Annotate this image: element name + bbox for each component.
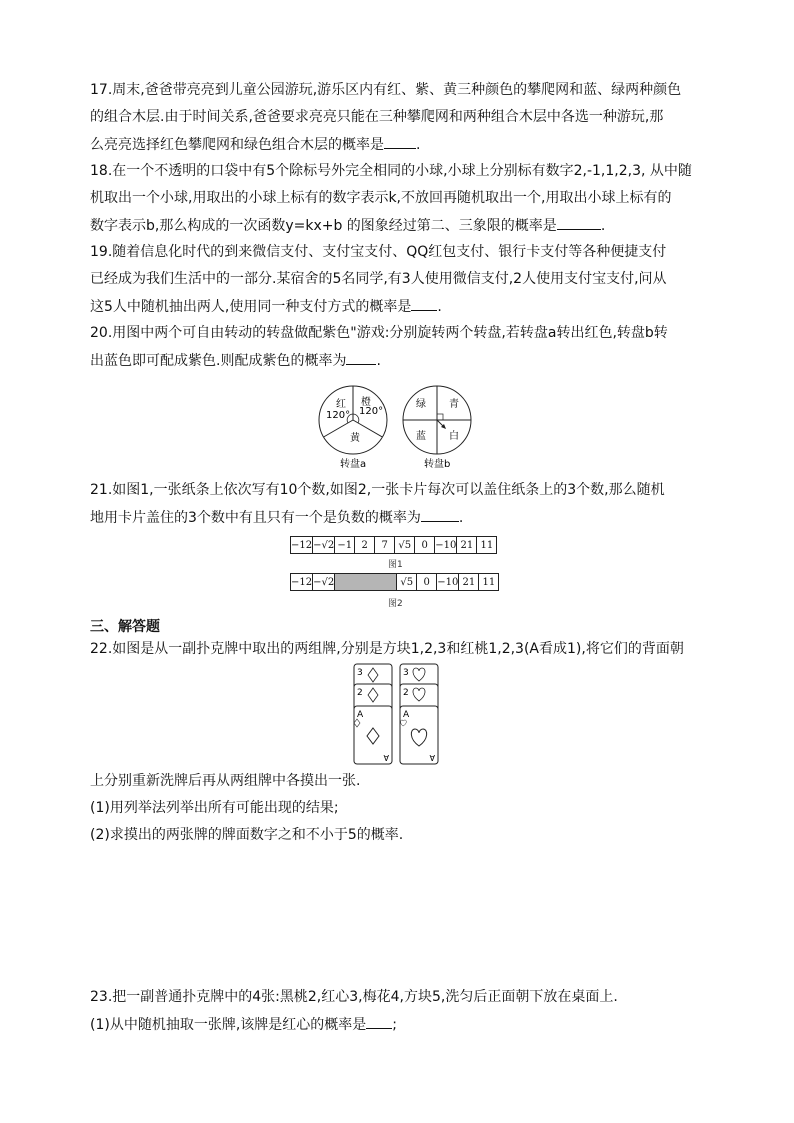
q22-part2: (2)求摸出的两张牌的牌面数字之和不小于5的概率. <box>90 827 404 843</box>
wheel-a-caption: 转盘a <box>340 459 367 470</box>
number-strip-fig2 <box>290 573 499 591</box>
card-rank: 2 <box>403 688 409 698</box>
answer-blank[interactable] <box>346 350 376 365</box>
q19-line3: 这5人中随机抽出两人,使用同一种支付方式的概率是 . <box>90 296 442 317</box>
q22-line1: 22.如图是从一副扑克牌中取出的两组牌,分别是方块1,2,3和红桃1,2,3(A看成1),将它们的背面朝 <box>90 641 684 657</box>
q21-line1: 21.如图1,一张纸条上依次写有10个数,如图2,一张卡片每次可以盖住纸条上的3个数,那么随机 <box>90 482 665 498</box>
answer-blank[interactable] <box>421 507 459 522</box>
covering-card[interactable] <box>335 574 397 591</box>
wheel-b-white: 白 <box>449 431 459 442</box>
wheel-b-blue: 蓝 <box>416 431 426 442</box>
strip-cell: 7 <box>375 537 395 554</box>
wheel-a-yellow: 黄 <box>350 433 360 444</box>
strip-cell: 21 <box>459 574 479 591</box>
strip-cell: −12 <box>291 574 313 591</box>
q22-line2: 上分别重新洗牌后再从两组牌中各摸出一张. <box>90 773 361 789</box>
wheel-a-orange: 橙 <box>361 397 371 408</box>
strip-cell: 2 <box>355 537 375 554</box>
strip-cell: −12 <box>291 537 313 554</box>
card-rank: 3 <box>403 668 409 678</box>
fig2-caption: 图2 <box>388 599 403 609</box>
strip-cell: 11 <box>477 537 497 554</box>
strip-cell: 0 <box>417 574 437 591</box>
heart-cards <box>400 664 438 764</box>
q23-part1: (1)从中随机抽取一张牌,该牌是红心的概率是 ; <box>90 1014 397 1035</box>
q21-line2: 地用卡片盖住的3个数中有且只有一个是负数的概率为 . <box>90 507 463 528</box>
wheel-b-cyan: 青 <box>449 399 459 410</box>
q22-part1: (1)用列举法列举出所有可能出现的结果; <box>90 800 339 816</box>
diamond-cards <box>354 664 392 764</box>
q19-line2: 已经成为我们生活中的一部分.某宿舍的5名同学,有3人使用微信支付,2人使用支付宝支付,问从 <box>90 271 667 287</box>
wheel-a-red: 红 <box>336 399 346 410</box>
card-rank: 3 <box>357 668 363 678</box>
answer-blank[interactable] <box>366 1014 392 1029</box>
card-rank: A <box>403 710 410 720</box>
strip-cell: 0 <box>415 537 435 554</box>
wheel-a <box>319 386 387 470</box>
strip-cell: −√2 <box>313 537 335 554</box>
wheel-b <box>403 386 471 470</box>
card-rank-bottom: A <box>383 753 389 762</box>
card-rank: 2 <box>357 688 363 698</box>
strip-cell: 11 <box>479 574 499 591</box>
spinner-figure <box>316 383 476 471</box>
q18-line3: 数字表示b,那么构成的一次函数y=kx+b 的图象经过第二、三象限的概率是 . <box>90 215 605 236</box>
strip-cell: −10 <box>437 574 459 591</box>
strip-cell: −1 <box>335 537 355 554</box>
number-strip-fig1 <box>290 536 497 554</box>
q20-line2: 出蓝色即可配成紫色.则配成紫色的概率为 . <box>90 350 381 371</box>
wheel-a-angle1: 120° <box>326 410 351 421</box>
answer-blank[interactable] <box>557 215 601 230</box>
answer-blank[interactable] <box>384 134 416 149</box>
answer-blank[interactable] <box>411 296 437 311</box>
q20-line1: 20.用图中两个可自由转动的转盘做配紫色"游戏:分别旋转两个转盘,若转盘a转出红色,转盘b转 <box>90 325 668 341</box>
strip-cell: −√2 <box>313 574 335 591</box>
q18-line2: 机取出一个小球,用取出的小球上标有的数字表示k,不放回再随机取出一个,用取出小球上标有的 <box>90 190 672 206</box>
strip-cell: √5 <box>395 537 415 554</box>
wheel-b-green: 绿 <box>416 399 426 410</box>
q18-line1: 18.在一个不透明的口袋中有5个除标号外完全相同的小球,小球上分别标有数字2,-1,1,2,3, 从中随 <box>90 163 692 179</box>
q17-line2: 的组合木层.由于时间关系,爸爸要求亮亮只能在三种攀爬网和两种组合木层中各选一种游玩,那 <box>90 109 664 125</box>
q19-line1: 19.随着信息化时代的到来微信支付、支付宝支付、QQ红包支付、银行卡支付等各种便捷支付 <box>90 244 667 260</box>
q17-line1: 17.周末,爸爸带亮亮到儿童公园游玩,游乐区内有红、紫、黄三种颜色的攀爬网和蓝、绿两种颜色 <box>90 82 682 98</box>
strip-cell: −10 <box>435 537 457 554</box>
strip-cell: √5 <box>397 574 417 591</box>
wheel-a-angle2: 120° <box>359 406 384 417</box>
fig1-caption: 图1 <box>388 560 403 570</box>
section-title: 三、解答题 <box>90 619 160 635</box>
q17-line3: 么亮亮选择红色攀爬网和绿色组合木层的概率是 . <box>90 134 420 155</box>
q23-line1: 23.把一副普通扑克牌中的4张:黑桃2,红心3,梅花4,方块5,洗匀后正面朝下放在桌面上. <box>90 989 618 1005</box>
strip-cell: 21 <box>457 537 477 554</box>
card-rank-bottom: A <box>429 753 435 762</box>
wheel-b-caption: 转盘b <box>424 459 451 470</box>
card-rank: A <box>357 710 364 720</box>
cards-figure <box>352 662 442 766</box>
